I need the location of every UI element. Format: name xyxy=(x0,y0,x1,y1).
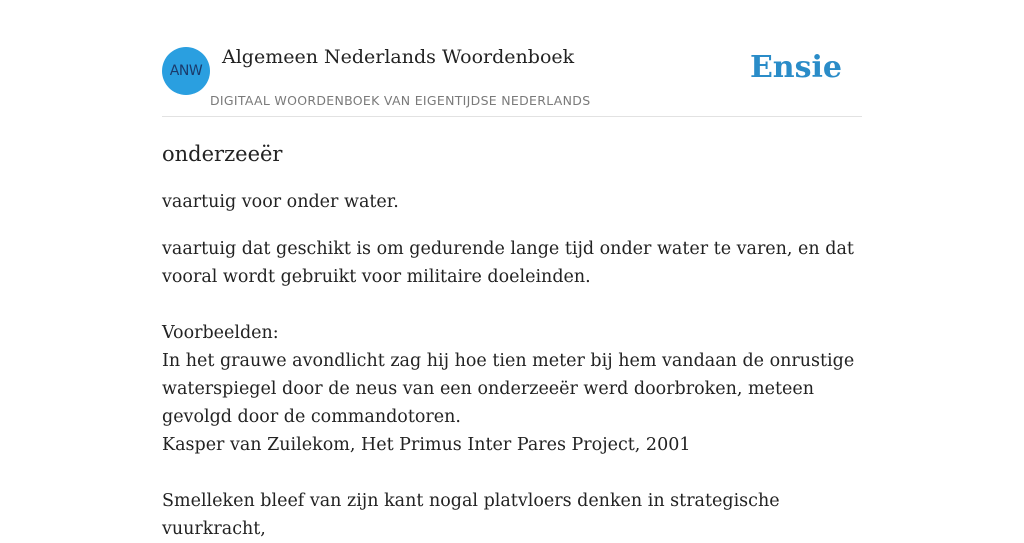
example-item xyxy=(162,487,862,543)
examples-label: Voorbeelden: xyxy=(162,323,279,343)
example-text: In het grauwe avondlicht zag hij hoe tien meter bij hem vandaan de onrustige waterspiegel door de neus van een onderzeeër werd doorbroken, meteen gevolgd door de commandotoren. xyxy=(162,351,855,427)
anw-logo[interactable] xyxy=(162,47,210,95)
example-item xyxy=(162,347,862,459)
entry-summary: vaartuig voor onder water. xyxy=(162,192,399,212)
entry-headword: onderzeeër xyxy=(162,142,283,166)
site-subtitle: DIGITAAL WOORDENBOEK VAN EIGENTIJDSE NEDERLANDS xyxy=(210,93,591,108)
site-title[interactable]: Algemeen Nederlands Woordenboek xyxy=(222,46,575,68)
ensie-brand-logo[interactable]: Ensie xyxy=(749,50,842,85)
entry-definition: vaartuig dat geschikt is om gedurende lange tijd onder water te varen, en dat vooral wordt gebruikt voor militaire doeleinden. xyxy=(162,239,854,287)
example-source: Kasper van Zuilekom, Het Primus Inter Pares Project, 2001 xyxy=(162,435,691,455)
entry-content xyxy=(162,136,862,543)
example-text: Smelleken bleef van zijn kant nogal platvloers denken in strategische vuurkracht, xyxy=(162,491,780,539)
anw-logo-text: ANW xyxy=(169,63,203,79)
examples-section xyxy=(162,319,862,543)
site-header xyxy=(162,40,862,117)
